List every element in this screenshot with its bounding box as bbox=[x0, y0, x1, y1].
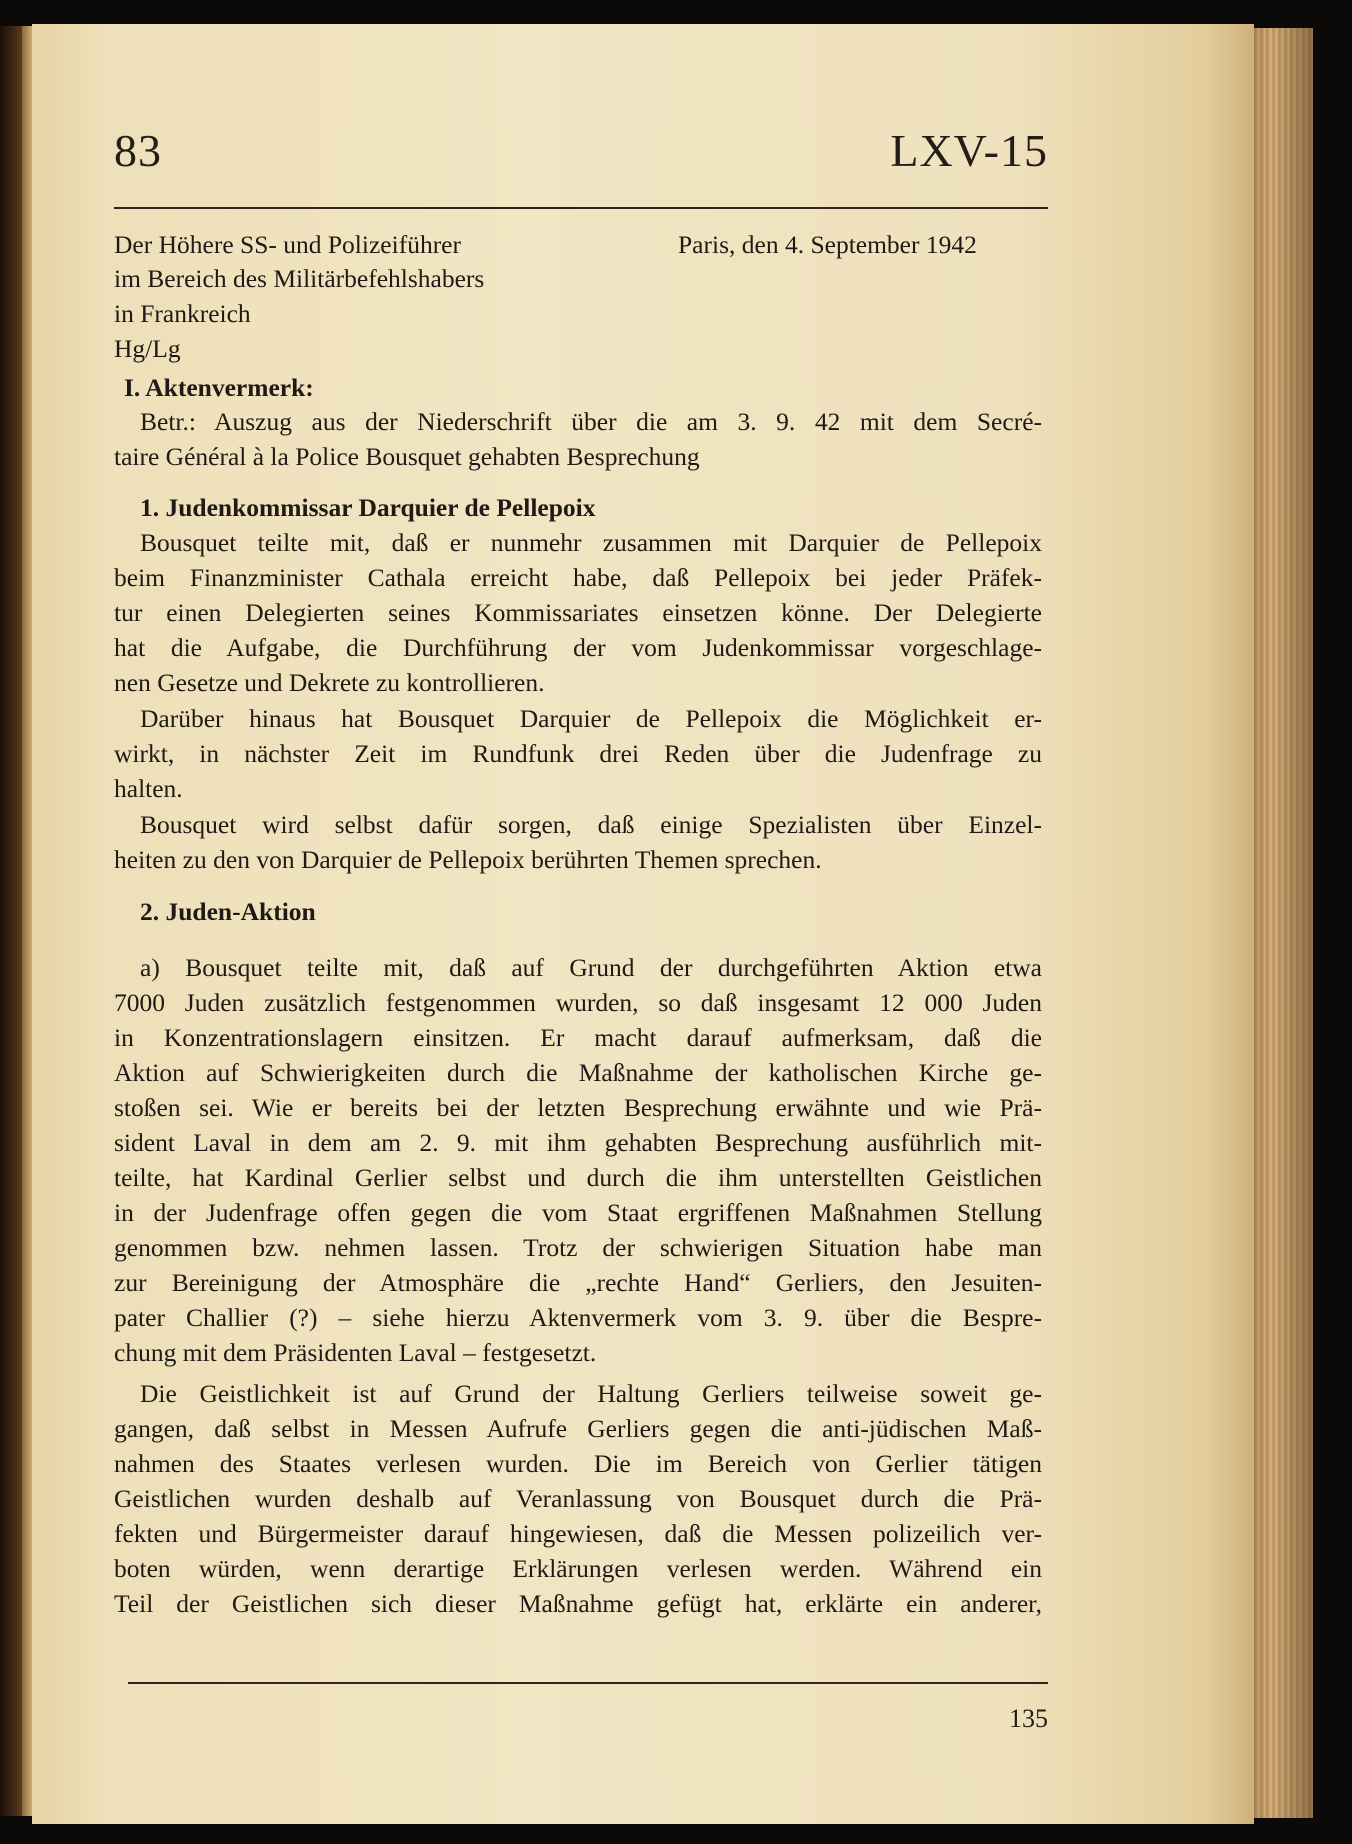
section-2-para-1-line: sident Laval in dem am 2. 9. mit ihm gehabten Besprechung ausführlich mit- bbox=[114, 1128, 1042, 1157]
memo-title: I. Aktenvermerk: bbox=[124, 373, 314, 402]
sender-line-2: im Bereich des Militärbefehlshabers bbox=[114, 264, 485, 293]
section-2-para-1-line: teilte, hat Kardinal Gerlier selbst und durch die ihm unterstellten Geistlichen bbox=[114, 1163, 1042, 1192]
section-2-para-1-line: genommen bzw. nehmen lassen. Trotz der schwierigen Situation habe man bbox=[114, 1233, 1042, 1262]
section-1-heading: 1. Judenkommissar Darquier de Pellepoix bbox=[140, 493, 596, 522]
section-2-para-2-line: Geistlichen wurden deshalb auf Veranlassung von Bousquet durch die Prä- bbox=[114, 1484, 1042, 1513]
section-2-para-2-line: Die Geistlichkeit ist auf Grund der Haltung Gerliers teilweise soweit ge- bbox=[140, 1379, 1042, 1408]
section-2-para-2-line: Teil der Geistlichen sich dieser Maßnahme gefügt hat, erklärte ein anderer, bbox=[114, 1589, 1042, 1618]
header-rule bbox=[114, 207, 1048, 209]
section-1-para-3-line: Bousquet wird selbst dafür sorgen, daß einige Spezialisten über Einzel- bbox=[140, 810, 1042, 839]
page-number: 135 bbox=[1009, 1704, 1048, 1733]
subject-line-2: taire Général à la Police Bousquet gehabten Besprechung bbox=[114, 442, 700, 471]
section-2-para-2-line: boten würden, wenn derartige Erklärungen verlesen werden. Während ein bbox=[114, 1554, 1042, 1583]
section-1-para-2-line: halten. bbox=[114, 774, 183, 803]
section-2-para-1-line: zur Bereinigung der Atmosphäre die „rechte Hand“ Gerliers, den Jesuiten- bbox=[114, 1268, 1042, 1297]
place-date: Paris, den 4. September 1942 bbox=[678, 230, 977, 259]
section-1-para-1-line: tur einen Delegierten seines Kommissariates einsetzen könne. Der Delegierte bbox=[114, 598, 1042, 627]
section-1-para-1-line: nen Gesetze und Dekrete zu kontrollieren. bbox=[114, 668, 545, 697]
section-2-para-1-line: a) Bousquet teilte mit, daß auf Grund der durchgeführten Aktion etwa bbox=[140, 953, 1042, 982]
page-edges-shadow bbox=[1245, 28, 1313, 1818]
section-1-para-2-line: Darüber hinaus hat Bousquet Darquier de Pellepoix die Möglichkeit er- bbox=[140, 704, 1042, 733]
section-2-para-1-line: 7000 Juden zusätzlich festgenommen wurden, so daß insgesamt 12 000 Juden bbox=[114, 988, 1042, 1017]
section-2-para-1-line: stoßen sei. Wie er bereits bei der letzten Besprechung erwähnte und wie Prä- bbox=[114, 1093, 1042, 1122]
section-2-para-2-line: gangen, daß selbst in Messen Aufrufe Gerliers gegen die anti-jüdischen Maß- bbox=[114, 1414, 1042, 1443]
section-2-para-1-line: pater Challier (?) – siehe hierzu Aktenvermerk vom 3. 9. über die Bespre- bbox=[114, 1303, 1042, 1332]
section-1-para-3-line: heiten zu den von Darquier de Pellepoix berührten Themen sprechen. bbox=[114, 845, 822, 874]
section-2-para-1-line: in der Judenfrage offen gegen die vom Staat ergriffenen Maßnahmen Stellung bbox=[114, 1198, 1042, 1227]
section-1-para-1-line: hat die Aufgabe, die Durchführung der vom Judenkommissar vorgeschlage- bbox=[114, 633, 1042, 662]
section-1-para-1-line: Bousquet teilte mit, daß er nunmehr zusammen mit Darquier de Pellepoix bbox=[140, 528, 1042, 557]
document-number: 83 bbox=[114, 125, 162, 176]
subject-line-1: Betr.: Auszug aus der Niederschrift über die am 3. 9. 42 mit dem Secré- bbox=[140, 407, 1042, 436]
book-page bbox=[32, 24, 1254, 1824]
sender-line-1: Der Höhere SS- und Polizeiführer bbox=[114, 230, 461, 259]
footer-rule bbox=[128, 1682, 1048, 1684]
document-code: LXV-15 bbox=[890, 125, 1048, 176]
section-2-heading: 2. Juden-Aktion bbox=[140, 897, 316, 926]
page-text bbox=[32, 24, 1254, 1824]
section-1-para-2-line: wirkt, in nächster Zeit im Rundfunk drei Reden über die Judenfrage zu bbox=[114, 739, 1042, 768]
reference-code: Hg/Lg bbox=[114, 334, 181, 363]
section-2-para-1-line: Aktion auf Schwierigkeiten durch die Maßnahme der katholischen Kirche ge- bbox=[114, 1058, 1042, 1087]
section-2-para-2-line: fekten und Bürgermeister darauf hingewiesen, daß die Messen polizeilich ver- bbox=[114, 1519, 1042, 1548]
section-2-para-1-line: chung mit dem Präsidenten Laval – festgesetzt. bbox=[114, 1338, 597, 1367]
sender-line-3: in Frankreich bbox=[114, 299, 251, 328]
section-2-para-1-line: in Konzentrationslagern einsitzen. Er macht darauf aufmerksam, daß die bbox=[114, 1023, 1042, 1052]
section-2-para-2-line: nahmen des Staates verlesen wurden. Die im Bereich von Gerlier tätigen bbox=[114, 1449, 1042, 1478]
section-1-para-1-line: beim Finanzminister Cathala erreicht habe, daß Pellepoix bei jeder Präfek- bbox=[114, 563, 1042, 592]
